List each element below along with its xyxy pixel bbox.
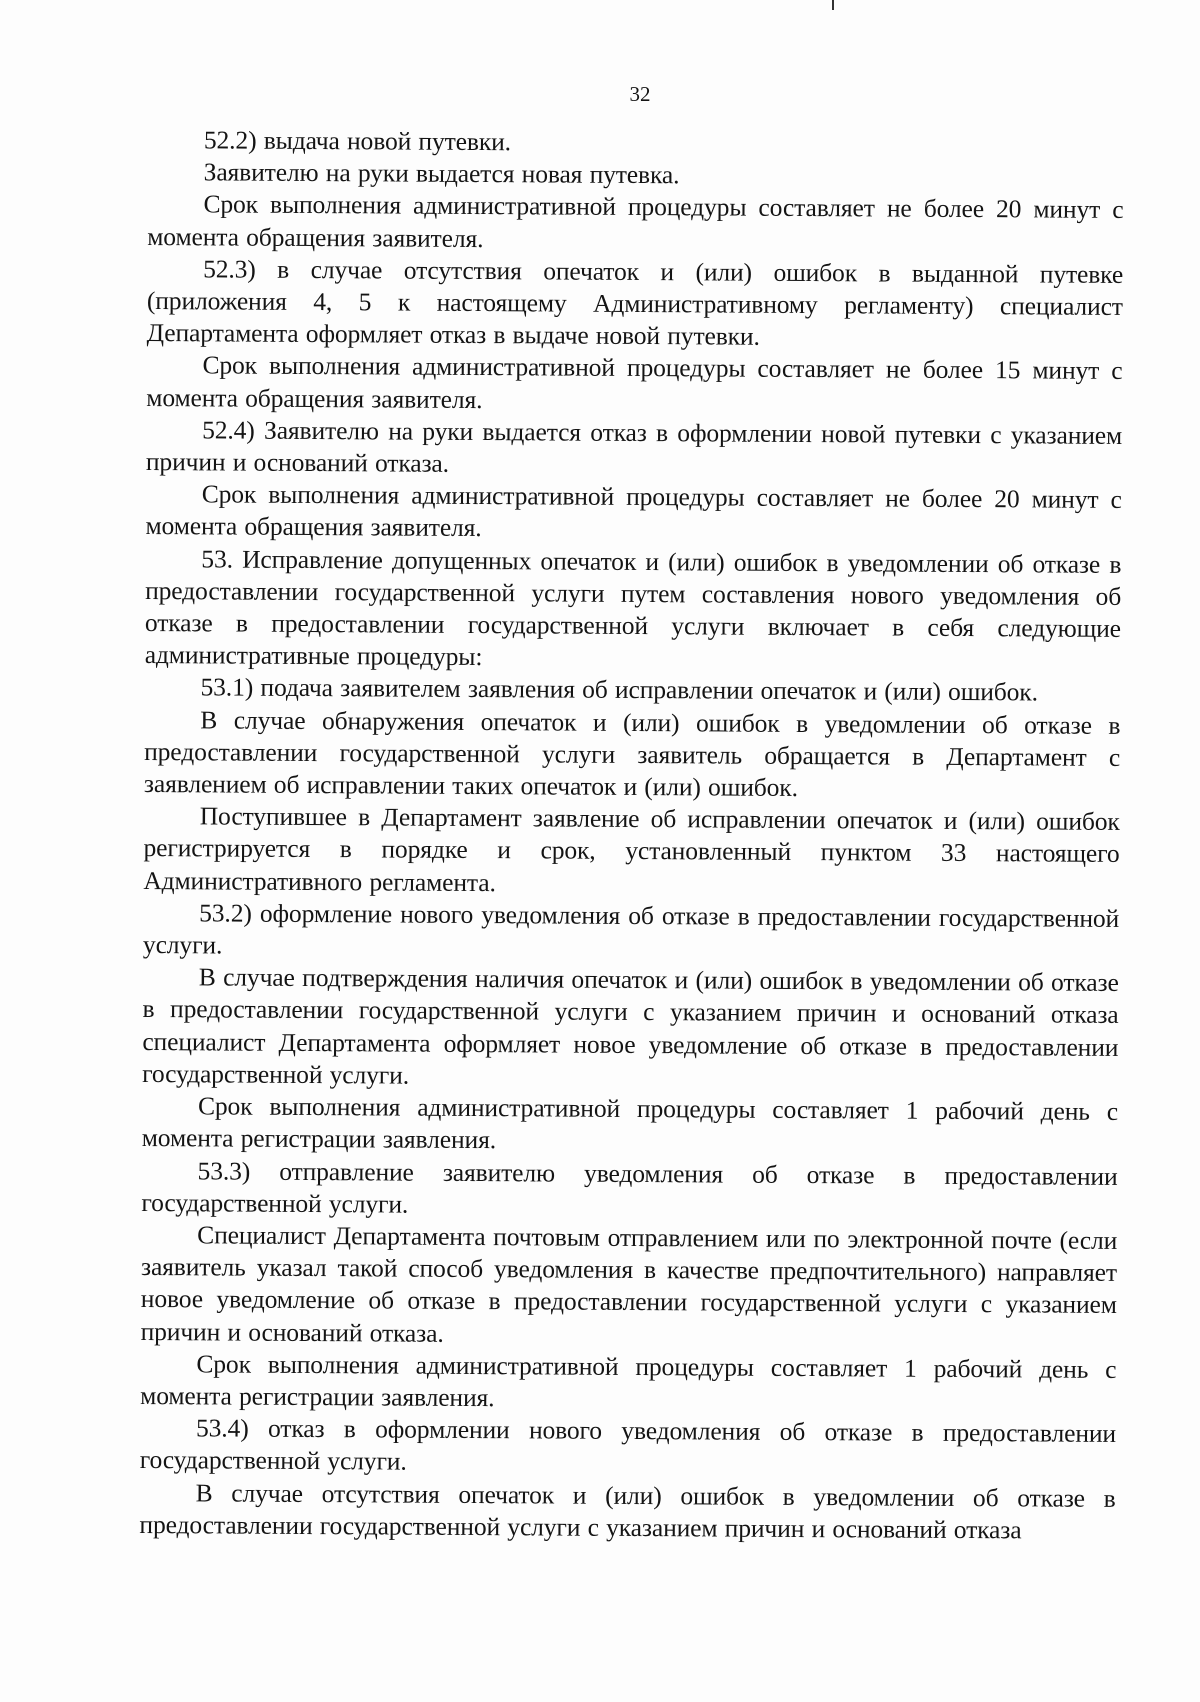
- document-body: [139, 124, 1124, 1547]
- paragraph-53: 53. Исправление допущенных опечаток и (или) ошибок в уведомлении об отказе в предоставлении государственной услуги путем составления нового уведомления об отказе в предоставлении государственной услуги включает в себя следующие административные процедуры:: [144, 543, 1122, 672]
- paragraph-52-2: 52.2) выдача новой путевки.: [203, 125, 512, 157]
- scan-edge-mark: [832, 0, 834, 10]
- paragraph: Заявителю на руки выдается новая путевка.: [203, 157, 680, 190]
- paragraph-53-1: 53.1) подача заявителем заявления об исправлении опечаток и (или) ошибок.: [200, 672, 1039, 707]
- paragraph: В случае обнаружения опечаток и (или) ошибок в уведомлении об отказе в предоставлении государственной услуги заявитель обращается в Департамент с заявлением об исправлении таких опечаток и (или) ошибок.: [143, 704, 1121, 803]
- paragraph: Срок выполнения административной процедуры составляет не более 15 минут с момента обращения заявителя.: [146, 350, 1123, 414]
- page-number: 32: [629, 82, 651, 106]
- paragraph-53-3: 53.3) отправление заявителю уведомления об отказе в предоставлении государственной услуги.: [141, 1155, 1118, 1219]
- paragraph: Срок выполнения административной процедуры составляет 1 рабочий день с момента регистрации заявления.: [140, 1349, 1117, 1413]
- paragraph-52-4: 52.4) Заявителю на руки выдается отказ в оформлении новой путевки с указанием причин и оснований отказа.: [145, 415, 1123, 478]
- paragraph-52-3: 52.3) в случае отсутствия опечаток и (или) ошибок в выданной путевке (приложения 4, 5 к настоящему Административному регламенту) специалист Департамента оформляет отказ в выдаче новой путевки.: [146, 254, 1124, 351]
- paragraph-53-2: 53.2) оформление нового уведомления об отказе в предоставлении государственной услуги.: [142, 898, 1120, 960]
- paragraph: Поступившее в Департамент заявление об исправлении опечаток и (или) ошибок регистрируется в порядке и срок, установленный пунктом 33 настоящего Административного регламента.: [143, 801, 1120, 897]
- paragraph-53-4: 53.4) отказ в оформлении нового уведомления об отказе в предоставлении государственной услуги.: [139, 1413, 1117, 1476]
- paragraph: Специалист Департамента почтовым отправлением или по электронной почте (если заявитель указал такой способ уведомления в качестве предпочтительного) направляет новое уведомление об отказе в предоставлении государственной услуги с указанием причин и оснований отказа.: [140, 1220, 1118, 1348]
- paragraph: Срок выполнения административной процедуры составляет 1 рабочий день с момента регистрации заявления.: [141, 1091, 1119, 1155]
- paragraph: Срок выполнения административной процедуры составляет не более 20 минут с момента обращения заявителя.: [147, 189, 1124, 253]
- paragraph: В случае подтверждения наличия опечаток и (или) ошибок в уведомлении об отказе в предоставлении государственной услуги с указанием причин и оснований отказа специалист Департамента оформляет новое уведомление об отказе в предоставлении государственной услуги.: [142, 962, 1119, 1090]
- paragraph: Срок выполнения административной процедуры составляет не более 20 минут с момента обращения заявителя.: [145, 479, 1122, 543]
- paragraph: В случае отсутствия опечаток и (или) ошибок в уведомлении об отказе в предоставлении государственной услуги с указанием причин и оснований отказа: [139, 1477, 1116, 1545]
